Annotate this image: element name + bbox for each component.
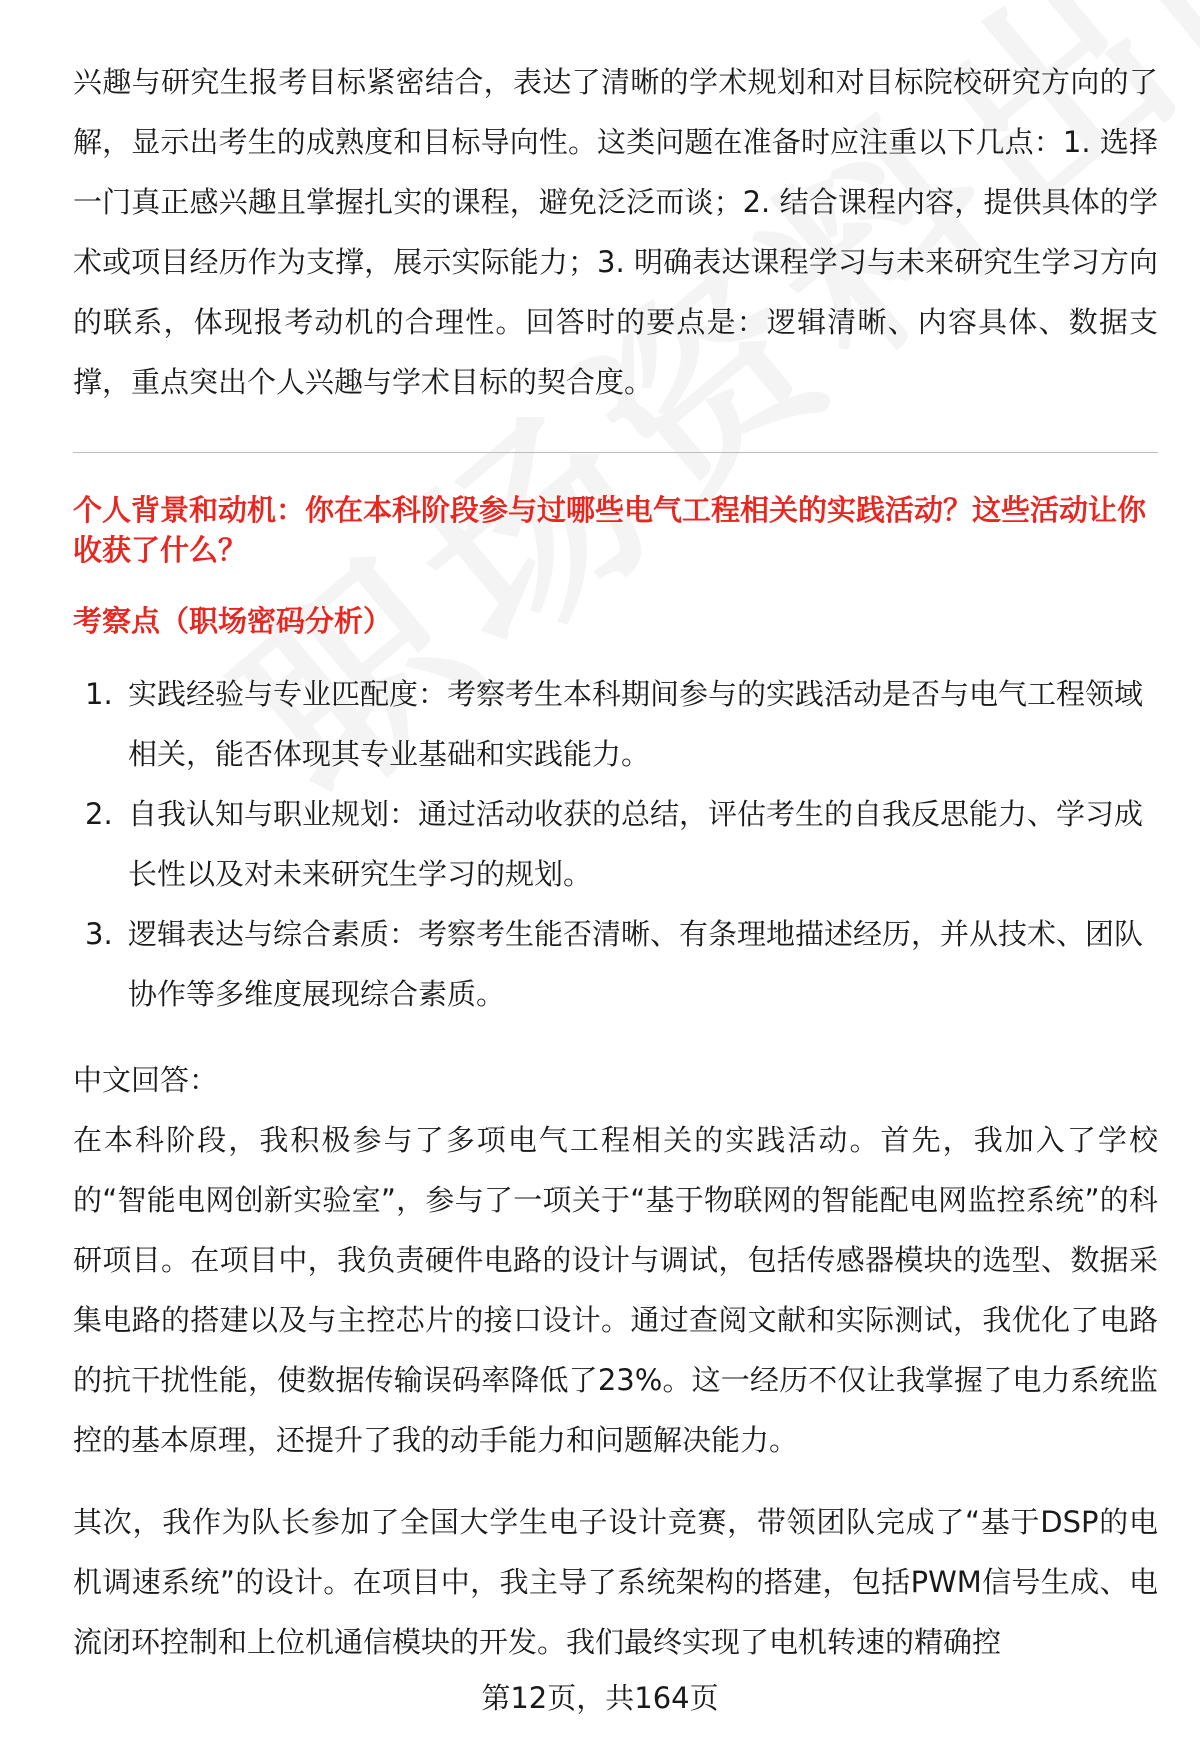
point-text: 自我认知与职业规划：通过活动收获的总结，评估考生的自我反思能力、学习成长性以及对未来研究生学习的规划。 xyxy=(128,797,1144,891)
point-text: 实践经验与专业匹配度：考察考生本科期间参与的实践活动是否与电气工程领域相关，能否体现其专业基础和实践能力。 xyxy=(128,677,1144,771)
assessment-point xyxy=(73,784,1158,904)
page-number-footer: 第12页，共164页 xyxy=(481,1681,719,1715)
assessment-point xyxy=(73,664,1158,784)
document-body xyxy=(73,52,1158,1672)
point-number: 1. xyxy=(85,677,113,711)
section-divider xyxy=(73,452,1158,453)
answer-label: 中文回答： xyxy=(73,1063,219,1097)
answer-paragraph: 在本科阶段，我积极参与了多项电气工程相关的实践活动。首先，我加入了学校的“智能电网创新实验室”，参与了一项关于“基于物联网的智能配电网监控系统”的科研项目。在项目中，我负责硬件电路的设计与调试，包括传感器模块的选型、数据采集电路的搭建以及与主控芯片的接口设计。通过查阅文献和实际测试，我优化了电路的抗干扰性能，使数据传输误码率降低了23%。这一经历不仅让我掌握了电力系统监控的基本原理，还提升了我的动手能力和问题解决能力。 xyxy=(73,1123,1158,1457)
point-number: 3. xyxy=(85,917,113,951)
point-text: 逻辑表达与综合素质：考察考生能否清晰、有条理地描述经历，并从技术、团队协作等多维度展现综合素质。 xyxy=(128,917,1144,1011)
assessment-label: 考察点（职场密码分析） xyxy=(73,604,393,638)
answer-paragraph: 其次，我作为队长参加了全国大学生电子设计竞赛，带领团队完成了“基于DSP的电机调速系统”的设计。在项目中，我主导了系统架构的搭建，包括PWM信号生成、电流闭环控制和上位机通信模块的开发。我们最终实现了电机转速的精确控 xyxy=(73,1505,1158,1659)
question-heading: 个人背景和动机：你在本科阶段参与过哪些电气工程相关的实践活动？这些活动让你收获了什么？ xyxy=(73,493,1147,567)
assessment-point xyxy=(73,904,1158,1024)
assessment-points-list xyxy=(73,664,1158,1024)
intro-paragraph: 兴趣与研究生报考目标紧密结合，表达了清晰的学术规划和对目标院校研究方向的了解，显示出考生的成熟度和目标导向性。这类问题在准备时应注重以下几点：1. 选择一门真正感兴趣且掌握扎实的课程，避免泛泛而谈；2. 结合课程内容，提供具体的学术或项目经历作为支撑，展示实际能力；3. 明确表达课程学习与未来研究生学习方向的联系，体现报考动机的合理性。回答时的要点是：逻辑清晰、内容具体、数据支撑，重点突出个人兴趣与学术目标的契合度。 xyxy=(73,65,1158,399)
point-number: 2. xyxy=(85,797,113,831)
